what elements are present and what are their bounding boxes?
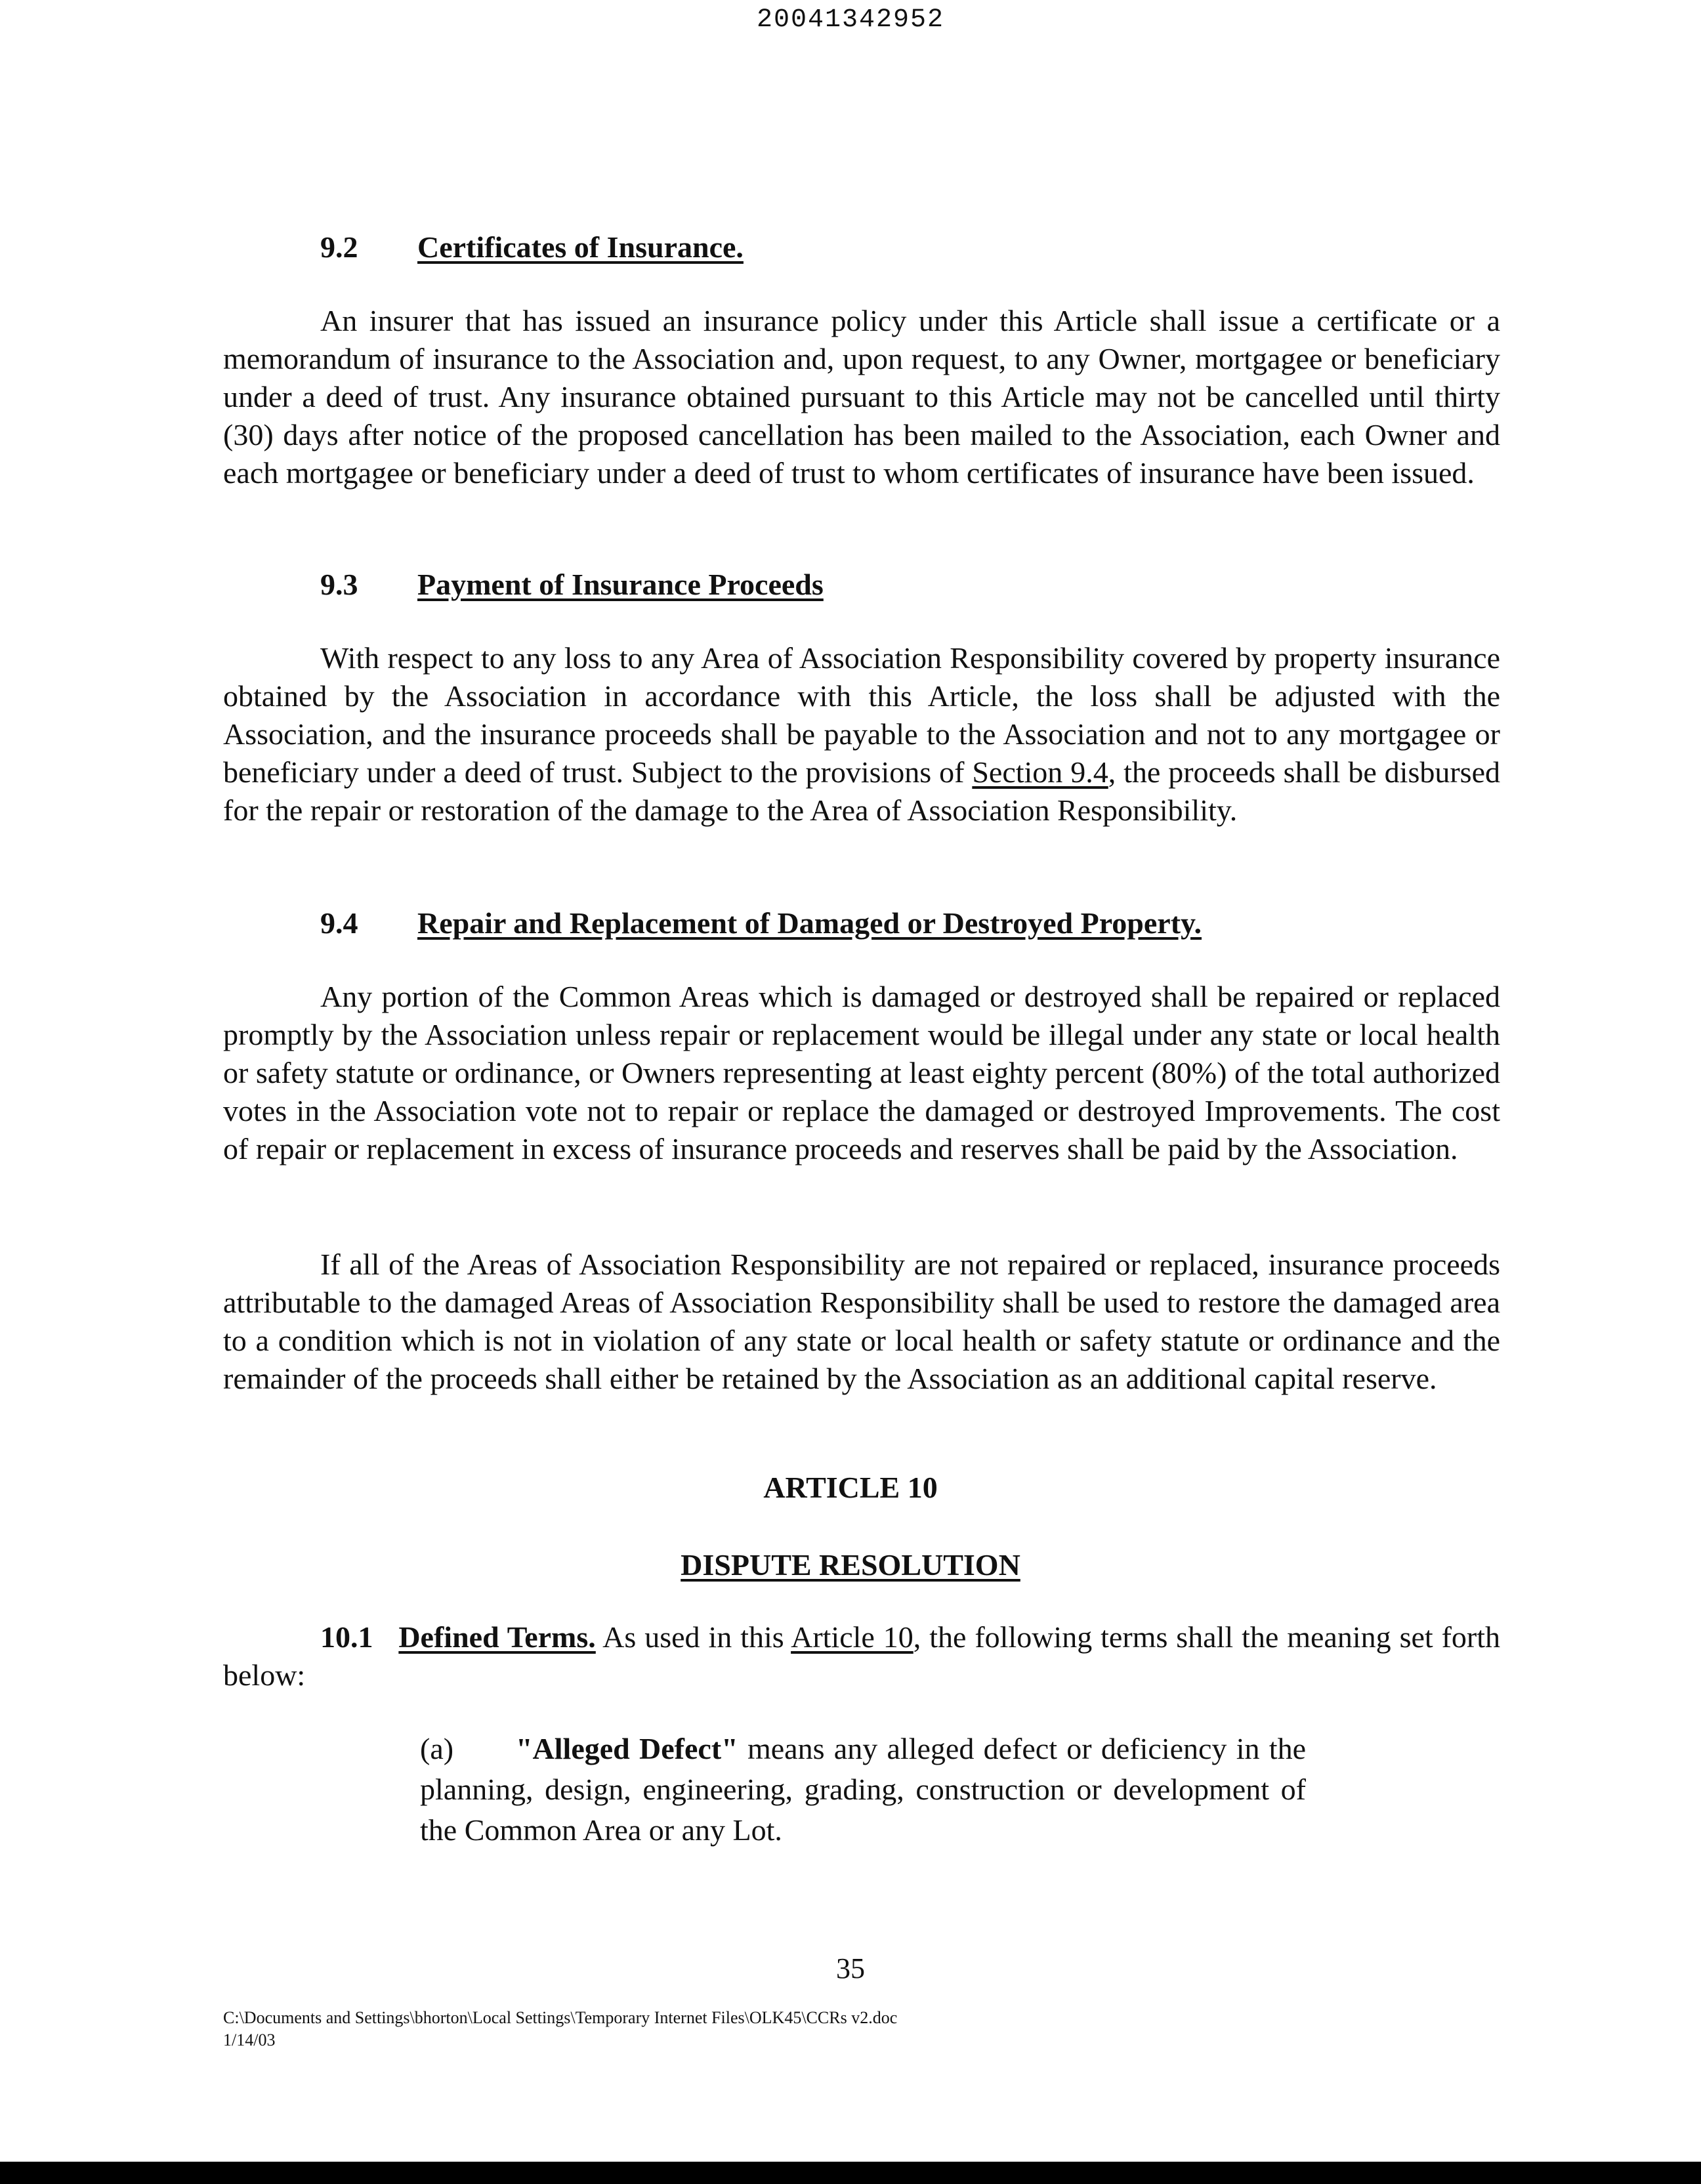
section-number: 9.3	[320, 568, 358, 601]
body-text: , the following terms shall the meaning set forth below:	[223, 1620, 1501, 1692]
section-title: Repair and Replacement of Damaged or Destroyed Property.	[417, 906, 1202, 940]
section-9-3-body	[223, 639, 1500, 830]
section-title: Defined Terms.	[398, 1620, 596, 1654]
section-number: 9.4	[320, 906, 358, 940]
definition-a	[420, 1729, 1306, 1851]
definition-label: (a)	[420, 1732, 454, 1765]
body-text: With respect to any loss to any Area of Association Responsibility covered by property insurance obtained by the Association in accordance with this Article, the loss shall be adjusted with the Association, and the insurance proceeds shall be payable to the Association and not to any mortgagee or beneficiary under a deed of trust. Subject to the provisions of	[223, 641, 1500, 789]
footer-file-path	[223, 2007, 897, 2051]
section-number: 10.1	[320, 1620, 373, 1654]
article-title: DISPUTE RESOLUTION	[681, 1548, 1020, 1582]
body-text: , the proceeds shall be disbursed for the repair or restoration of the damage to the Area of Association Responsibility.	[223, 755, 1501, 827]
section-10-1-paragraph	[223, 1618, 1500, 1694]
body-text: As used in this	[595, 1620, 791, 1654]
definition-text: means any alleged defect or deficiency in the planning, design, engineering, grading, construction or development of the Common Area or any Lot.	[420, 1732, 1306, 1847]
scan-border	[0, 2162, 1701, 2184]
file-path: C:\Documents and Settings\bhorton\Local Settings\Temporary Internet Files\OLK45\CCRs v2.doc	[223, 2008, 898, 2027]
recording-number: 20041342952	[756, 5, 945, 35]
section-number: 9.2	[320, 230, 358, 264]
section-9-4-body-1: Any portion of the Common Areas which is damaged or destroyed shall be repaired or replaced promptly by the Association unless repair or replacement would be illegal under any state or local health or safety statute or ordinance, or Owners representing at least eighty percent (80%) of the total authorized votes in the Association vote not to repair or replace the damaged or destroyed Improvements. The cost of repair or replacement in excess of insurance proceeds and reserves shall be paid by the Association.	[223, 980, 1500, 1166]
article-reference-link: Article 10	[791, 1620, 914, 1654]
section-9-4-heading	[320, 906, 1202, 940]
section-9-3-heading	[320, 567, 824, 602]
section-9-4-body-2: If all of the Areas of Association Responsibility are not repaired or replaced, insurance proceeds attributable to the damaged Areas of Association Responsibility shall be used to restore the damaged area to a condition which is not in violation of any state or local health or safety statute or ordinance and the remainder of the proceeds shall either be retained by the Association as an additional capital reserve.	[223, 1248, 1500, 1395]
article-heading: ARTICLE 10	[763, 1471, 938, 1504]
page-number: 35	[836, 1952, 865, 1984]
section-9-2-heading	[320, 230, 744, 264]
section-reference-link: Section 9.4	[972, 755, 1108, 789]
section-title: Certificates of Insurance.	[417, 230, 744, 264]
section-9-2-body: An insurer that has issued an insurance policy under this Article shall issue a certificate or a memorandum of insurance to the Association and, upon request, to any Owner, mortgagee or beneficiary under a deed of trust. Any insurance obtained pursuant to this Article may not be cancelled until thirty (30) days after notice of the proposed cancellation has been mailed to the Association, each Owner and each mortgagee or beneficiary under a deed of trust to whom certificates of insurance have been issued.	[223, 304, 1500, 490]
section-title: Payment of Insurance Proceeds	[417, 568, 824, 601]
definition-term: "Alleged Defect"	[516, 1732, 738, 1765]
document-date: 1/14/03	[223, 2030, 276, 2049]
